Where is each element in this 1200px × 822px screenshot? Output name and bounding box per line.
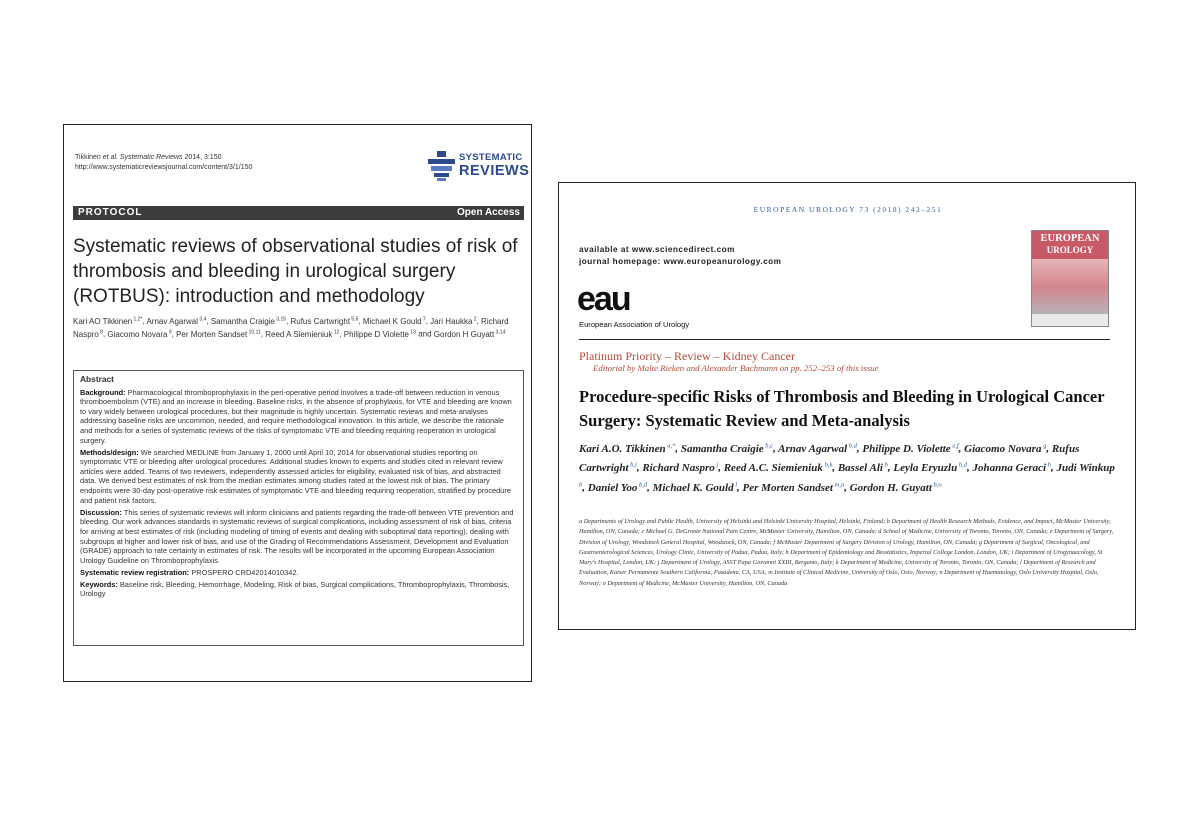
author-name: Johanna Geraci — [972, 461, 1047, 474]
author-affiliation-marker: b,d — [847, 442, 857, 449]
author-affiliation-marker: b — [882, 461, 888, 469]
author-affiliation-marker: b — [579, 481, 583, 489]
author-name: Rufus Cartwright — [579, 442, 1080, 474]
author — [434, 330, 506, 339]
abstract-discussion — [80, 508, 517, 566]
eau-logo — [577, 280, 719, 330]
systematic-reviews-logo — [428, 150, 530, 182]
abstract-registration — [80, 568, 517, 578]
background-label: Background: — [80, 387, 126, 397]
citation-journal: Systematic Reviews — [119, 154, 183, 161]
author-name: Per Morten Sandset — [176, 329, 248, 339]
author — [838, 462, 888, 474]
left-article-title: Systematic reviews of observational studies of risk of thrombosis and bleeding in urological surgery (ROTBUS): introduction and methodology — [73, 236, 518, 307]
cover-illustration — [1032, 259, 1108, 314]
author-affiliation-marker: 2 — [472, 316, 477, 322]
author-name: Bassel Ali — [837, 461, 883, 474]
author — [73, 317, 142, 326]
abstract-methods — [80, 448, 517, 506]
author-affiliation-marker: 10,11 — [247, 329, 261, 336]
author — [363, 317, 426, 326]
left-paper-page — [63, 124, 532, 682]
right-author-list: Kari A.O. Tikkinen $^{a,*}$, Samantha Craigie $^{b,c}$, Arnav Agarwal $^{b,d}$, Philippe D. Violette $^{e,f}$, Giacomo Novara $^g$, Rufus Cartwright $^{h,i}$, Richard Naspro $^j$, Reed A.C. Siemieniuk $^{b,k}$, Bassel Ali $^b$, Leyla Eryuzlu $^{b,d}$, Johanna Geraci $^b$, Judi Winkup $^b$, Daniel Yoo $^{b,d}$, Michael K. Gould $^l$, Per Morten Sandset $^{m,n}$, Gordon H. Guyatt $^{b,o}$ — [579, 442, 1115, 494]
author-affiliation-marker: j — [714, 461, 719, 469]
author-affiliation-marker: b,c — [763, 442, 774, 449]
abstract-background — [80, 388, 517, 446]
logo-word-2: REVIEWS — [459, 163, 530, 179]
citation-year-volume: 2014, 3:150 — [184, 154, 222, 161]
author — [862, 443, 958, 455]
author-name: Judi Winkup — [1056, 461, 1115, 474]
author — [653, 482, 737, 494]
author — [430, 317, 476, 326]
author-name: Daniel Yoo — [587, 481, 638, 494]
cover-title-line2: UROLOGY — [1046, 245, 1094, 255]
author-name: Richard Naspro — [73, 316, 509, 339]
abstract-box — [73, 370, 524, 646]
author-affiliation-marker: l — [733, 481, 738, 489]
author — [778, 443, 857, 455]
author-affiliation-marker: g — [1041, 442, 1047, 449]
author — [893, 462, 967, 474]
author — [642, 462, 718, 474]
author — [344, 330, 416, 339]
author-affiliation-marker: b — [1046, 461, 1051, 469]
methods-label: Methods/design: — [80, 447, 139, 457]
journal-homepage-link[interactable]: journal homepage: www.europeanurology.com — [579, 257, 782, 266]
author-name: Jari Haukka — [430, 316, 473, 326]
keywords-label: Keywords: — [80, 579, 118, 589]
author-name: Kari AO Tikkinen — [73, 316, 133, 326]
author-name: Reed A Siemieniuk — [265, 329, 333, 339]
citation-author: Tikkinen — [75, 154, 101, 161]
left-author-list: Kari AO Tikkinen $^{1,2*}$, Arnav Agarwal $^{3,4}$, Samantha Craigie $^{3,15}$, Rufus Cartwright $^{5,6}$, Michael K Gould $^7$, Jari Haukka $^2$, Richard Naspro $^8$, Giacomo Novara $^9$, Per Morten Sandset $^{10,11}$, Reed A Siemieniuk $^{12}$, Philippe D Violette $^{13}$ and Gordon H Guyatt $^{3,14}$ — [73, 316, 509, 339]
citation-header — [75, 153, 252, 173]
author-affiliation-marker: a,* — [665, 442, 676, 449]
journal-cover-thumbnail — [1031, 230, 1109, 327]
discussion-text: This series of systematic reviews will inform clinicians and patients regarding the trade-off between VTE prevention and bleeding. Our work advances standards in systematic reviews of surgical complications, including assessment of risk of bias, criteria for arriving at best estimates of risk (including modeling of timing of events and dealing with suboptimal data reporting), dealing with subgroups at higher and lower risk of bias, and use of the Grading of Recommendations Assessment, Development and Evaluation (GRADE) approach to rate certainty in estimates of risk. The results will be incorporated in the upcoming European Association Urology Guideline on Thromboprophylaxis. — [80, 507, 514, 565]
header-divider — [579, 339, 1110, 340]
author-name: Philippe D. Violette — [862, 442, 951, 455]
cover-title-line1: EUROPEAN — [1040, 233, 1100, 244]
discussion-label: Discussion: — [80, 507, 122, 517]
affiliations: a Departments of Urology and Public Health, University of Helsinki and Helsinki University Hospital, Helsinki, Finland; b Department of Health Research Methods, Evidence, and Impact, McMaster University, Hamilton, ON, Canada; c Michael G. DeGroote National Pain Centre, McMaster University, Hamilton, ON, Canada; d School of Medicine, University of Toronto, Toronto, ON, Canada; e Department of Surgery, Division of Urology, Woodstock General Hospital, Woodstock, ON, Canada; f McMaster Department of Surgery Division of Urology, Hamilton, ON, Canada; g Department of Surgical, Oncological, and Gastroenterological Sciences, Urology Clinic, University of Padua, Padua, Italy; h Department of Epidemiology and Biostatistics, Imperial College London, London, UK; i Department of Urogynaecology, St Mary's Hospital, London, UK; j Department of Urology, ASST Papa Giovanni XXIII, Bergamo, Italy; k Department of Medicine, University of Toronto, Toronto, ON, Canada; l Department of Research and Evaluation, Kaiser Permanente Southern California, Pasadena, CA, USA; m Institute of Clinical Medicine, University of Oslo, Oslo, Norway; n Department of Haematology, Oslo University Hospital, Oslo, Norway; o Department of Medicine, McMaster University, Hamilton, ON, Canada — [579, 518, 1114, 587]
author-affiliation-marker: b,d — [637, 481, 648, 489]
author — [265, 330, 339, 339]
journal-running-head: EUROPEAN UROLOGY 73 (2018) 242–251 — [753, 205, 943, 214]
author-affiliation-marker: 9 — [167, 329, 172, 336]
author-name: Gordon H. Guyatt — [849, 481, 932, 494]
author-affiliation-marker: b,k — [822, 461, 833, 469]
author — [176, 330, 261, 339]
article-type-bar — [73, 206, 524, 220]
author-name: Giacomo Novara — [964, 442, 1042, 455]
author-affiliation-marker: 3,4 — [198, 316, 207, 322]
author — [579, 443, 675, 455]
author-name: Samantha Craigie — [680, 442, 764, 455]
author-affiliation-marker: 3,15 — [274, 316, 287, 322]
section-label: Platinum Priority – Review – Kidney Cancer — [579, 349, 795, 363]
abstract-keywords — [80, 580, 517, 599]
author — [850, 482, 942, 494]
author-name: Arnav Agarwal — [778, 442, 848, 455]
author — [107, 330, 171, 339]
author-affiliation-marker: h,i — [628, 461, 637, 469]
registration-text: PROSPERO CRD42014010342. — [191, 567, 299, 577]
cover-footer — [1032, 314, 1108, 326]
open-access-label: Open Access — [457, 207, 520, 218]
author-name: Giacomo Novara — [107, 329, 168, 339]
article-type-label: PROTOCOL — [78, 207, 143, 218]
author — [964, 443, 1046, 455]
author-name: Arnav Agarwal — [146, 316, 199, 326]
keywords-text: Baseline risk, Bleeding, Hemorrhage, Modeling, Risk of bias, Surgical complications, Thromboprophylaxis, Thrombosis, Urology — [80, 579, 510, 599]
author-name: Richard Naspro — [642, 461, 715, 474]
author — [681, 443, 773, 455]
author — [588, 482, 647, 494]
author-name: Gordon H Guyatt — [433, 329, 495, 339]
right-paper-page — [558, 182, 1136, 630]
eau-logo-mark: eau — [577, 280, 630, 318]
author-name: Rufus Cartwright — [290, 316, 351, 326]
abstract-heading: Abstract — [80, 374, 114, 384]
author — [972, 462, 1051, 474]
author-affiliation-marker: 13 — [409, 329, 416, 336]
author — [290, 317, 358, 326]
methods-text: We searched MEDLINE from January 1, 2000 until April 10, 2014 for observational studies reporting on symptomatic VTE or bleeding after urological procedures. Additional studies known to experts and studies cited in relevant review articles were added. Teams of two reviewers, independently assessed articles for eligibility, evaluated risk of bias, and abstracted data. We derived best estimates of risk from the median estimates among studies rated at the lowest risk of bias. The primary endpoints were 30-day post-operative risk estimates of symptomatic VTE and bleeding requiring reoperation, stratified by procedure and patient risk factors. — [80, 447, 511, 505]
author-affiliation-marker: b,o — [931, 481, 942, 489]
registration-label: Systematic review registration: — [80, 567, 190, 577]
author-name: Reed A.C. Siemieniuk — [723, 461, 823, 474]
author-name: Per Morten Sandset — [742, 481, 833, 494]
author — [743, 482, 845, 494]
author — [211, 317, 286, 326]
citation-url[interactable]: http://www.systematicreviewsjournal.com/content/3/1/150 — [75, 164, 253, 171]
author-name: Michael K Gould — [362, 316, 422, 326]
author-affiliation-marker: b,d — [957, 461, 967, 469]
author — [146, 317, 206, 326]
author-affiliation-marker: e,f — [950, 442, 959, 449]
author-name: Leyla Eryuzlu — [893, 461, 958, 474]
author-affiliation-marker: 5,6 — [350, 316, 359, 322]
right-article-title: Procedure-specific Risks of Thrombosis and Bleeding in Urological Cancer Surgery: Systematic Review and Meta-analysis — [579, 387, 1105, 430]
availability-block — [579, 244, 781, 268]
logo-word-1: SYSTEMATIC — [459, 152, 523, 163]
citation-et-al: et al. — [102, 154, 118, 161]
eau-organization-name: European Association of Urology — [579, 320, 690, 329]
editorial-note: Editorial by Malte Rieken and Alexander Bachmann on pp. 252–253 of this issue — [593, 363, 879, 373]
author-name: Philippe D Violette — [343, 329, 410, 339]
author-affiliation-marker: 3,14 — [494, 329, 506, 336]
author-affiliation-marker: 12 — [332, 329, 340, 336]
author-affiliation-marker: m,n — [833, 481, 845, 489]
author-name: Samantha Craigie — [210, 316, 275, 326]
sciencedirect-link[interactable]: available at www.sciencedirect.com — [579, 245, 735, 254]
journal-logo-icon — [428, 151, 455, 181]
author-affiliation-marker: 8 — [98, 329, 103, 336]
author-name: Kari A.O. Tikkinen — [579, 442, 666, 455]
author-affiliation-marker: 1,2* — [132, 316, 143, 322]
author — [724, 462, 833, 474]
author-affiliation-marker: 7 — [421, 316, 426, 322]
author-name: Michael K. Gould — [652, 481, 734, 494]
background-text: Pharmacological thromboprophylaxis in the peri-operative period involves a trade-off between reduction in venous thromboembolism (VTE) and an increase in bleeding. Baseline risks, in the absence of prophylaxis, for VTE and bleeding are known to vary widely between urological procedures, but their magnitude is highly uncertain. Systematic reviews and meta-analyses addressing baseline risks are uncommon, needed, and require methodological innovation. In this article, we describe the rationale and methods for a series of systematic reviews of the risks of symptomatic VTE and bleeding requiring reoperation in urological surgery. — [80, 387, 512, 445]
